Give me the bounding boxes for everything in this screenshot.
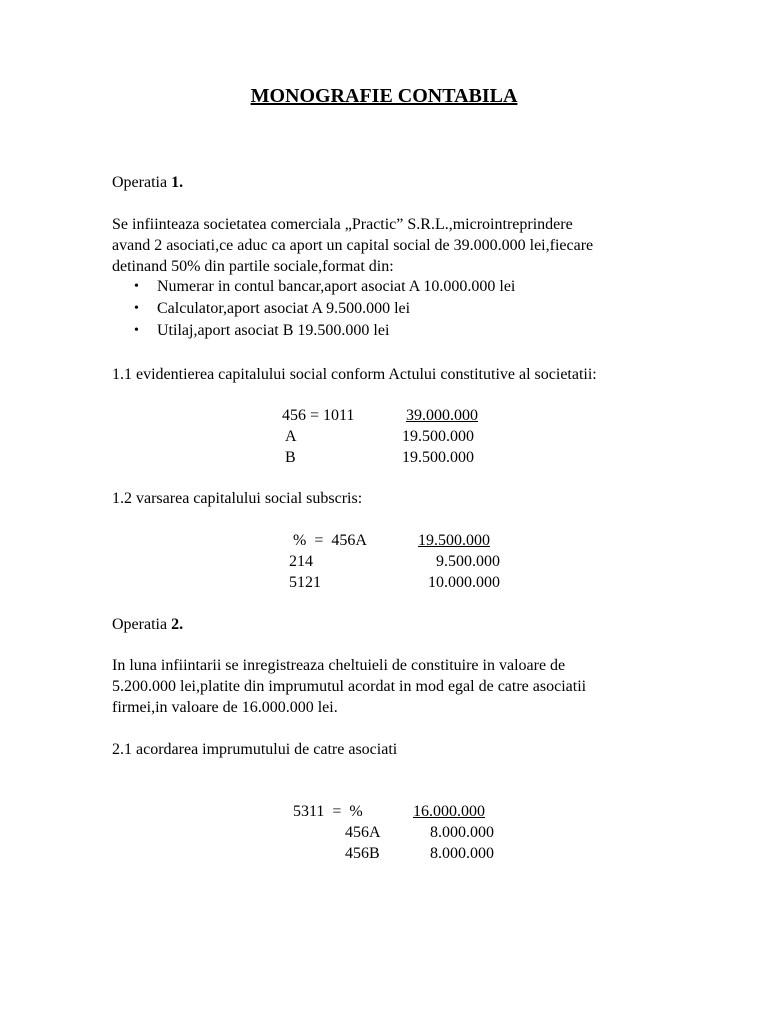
list-item <box>112 298 672 320</box>
accounting-entry-amount: 19.500.000 <box>402 449 474 466</box>
operation-2-heading <box>112 614 672 635</box>
list-item-text: Calculator,aport asociat A 9.500.000 lei <box>157 300 411 317</box>
operation-label: Operatia <box>112 616 168 633</box>
accounting-entry-amount: 8.000.000 <box>430 824 494 841</box>
list-item-text: Utilaj,aport asociat B 19.500.000 lei <box>157 322 390 339</box>
accounting-entry-account: % = 456A <box>293 532 367 549</box>
operation-number: 2. <box>171 616 184 633</box>
paragraph-line: detinand 50% din partile sociale,format din: <box>112 258 394 275</box>
accounting-entry-account: 5121 <box>289 574 321 591</box>
accounting-entry-amount: 19.500.000 <box>418 532 490 549</box>
paragraph-line: 5.200.000 lei,platite din imprumutul acordat in mod egal de catre asociatii <box>112 678 587 695</box>
operation-label: Operatia <box>112 174 168 191</box>
accounting-entry-amount: 9.500.000 <box>436 553 500 570</box>
accounting-entry-account: 456B <box>345 845 380 862</box>
accounting-entry-account: 456A <box>345 824 381 841</box>
accounting-entry-amount: 10.000.000 <box>428 574 500 591</box>
bullet-icon: • <box>134 323 139 338</box>
accounting-entry-amount: 16.000.000 <box>413 803 485 820</box>
list-item <box>112 276 672 298</box>
accounting-entry-amount: 39.000.000 <box>406 407 478 424</box>
operation-1-bullet-list <box>112 276 672 342</box>
bullet-icon: • <box>134 279 139 294</box>
accounting-entry-amount: 19.500.000 <box>402 428 474 445</box>
paragraph-line: firmei,in valoare de 16.000.000 lei. <box>112 699 338 716</box>
operation-2-paragraph <box>112 655 672 718</box>
list-item <box>112 320 672 342</box>
paragraph-line: avand 2 asociati,ce aduc ca aport un capital social de 39.000.000 lei,fiecare <box>112 237 594 254</box>
section-1-1-heading: 1.1 evidentierea capitalului social conform Actului constitutive al societatii: <box>112 366 597 383</box>
section-1-2-heading: 1.2 varsarea capitalului social subscris: <box>112 490 363 507</box>
accounting-entry-amount: 8.000.000 <box>430 845 494 862</box>
bullet-icon: • <box>134 301 139 316</box>
paragraph-line: In luna infiintarii se inregistreaza cheltuieli de constituire in valoare de <box>112 657 566 674</box>
accounting-entry-account: A <box>285 428 297 445</box>
list-item-text: Numerar in contul bancar,aport asociat A 10.000.000 lei <box>157 278 516 295</box>
operation-1-paragraph <box>112 214 672 277</box>
accounting-entry-account: 456 = 1011 <box>282 407 355 424</box>
operation-1-heading <box>112 172 672 193</box>
accounting-entry-account: 214 <box>289 553 313 570</box>
accounting-entry-account: B <box>285 449 296 466</box>
paragraph-line: Se infiinteaza societatea comerciala „Practic” S.R.L.,microintreprindere <box>112 216 573 233</box>
section-2-1-heading: 2.1 acordarea imprumutului de catre asociati <box>112 741 398 758</box>
operation-number: 1. <box>171 174 184 191</box>
accounting-entry-account: 5311 = % <box>293 803 363 820</box>
document-title: MONOGRAFIE CONTABILA <box>250 85 518 107</box>
